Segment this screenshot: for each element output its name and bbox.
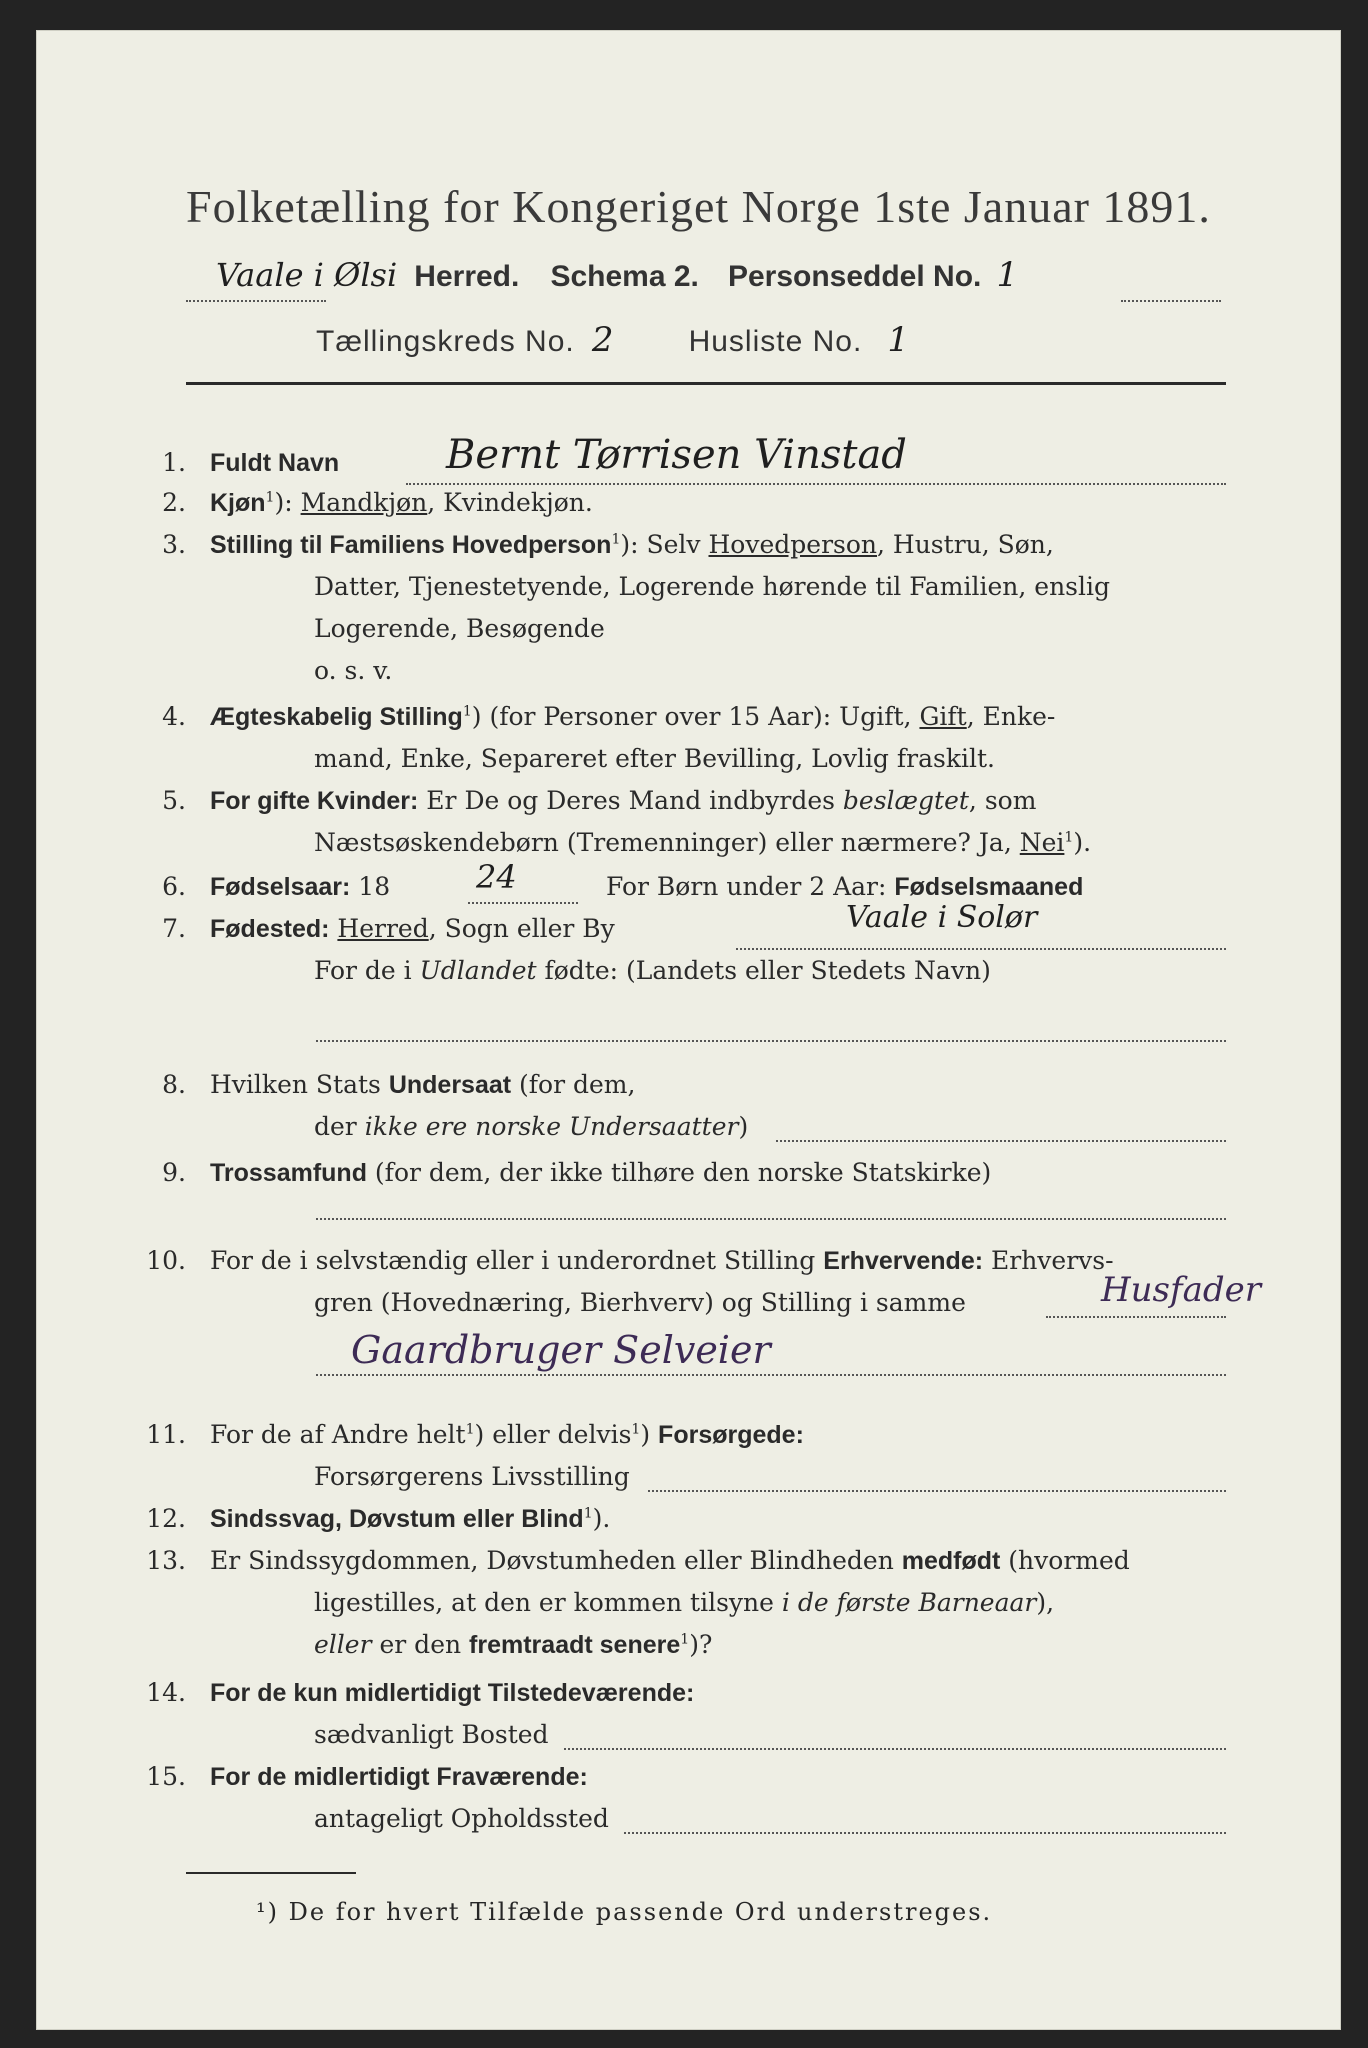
item-5 [116, 786, 1036, 816]
item-4 [116, 702, 1055, 732]
item-7 [116, 914, 615, 944]
birth-year-value: 24 [476, 858, 517, 896]
item-number: 9. [162, 1158, 186, 1187]
item-11-line2: Forsørgerens Livsstilling [314, 1462, 630, 1491]
husliste-value: 1 [887, 320, 910, 360]
footnote-text: De for hvert Tilfælde passende Ord understreges. [278, 1898, 993, 1926]
name-line [406, 483, 1226, 485]
occupation-value-1: Husfader [1101, 1270, 1261, 1310]
text: (for dem, [511, 1070, 636, 1099]
label-tilstedevaerende: For de kun midlertidigt Tilstedeværende: [210, 1679, 695, 1707]
birthplace-value: Vaale i Solør [846, 900, 1038, 935]
footnote-marker: ¹) [256, 1898, 279, 1926]
item-number: 8. [162, 1070, 186, 1099]
label-stilling: Stilling til Familiens Hovedperson [210, 531, 612, 559]
text: , som [968, 786, 1037, 815]
label-aegteskabelig: Ægteskabelig Stilling [210, 703, 463, 731]
tellingskreds-label: Tællingskreds No. [316, 325, 575, 358]
label-erhvervende: Erhvervende: [823, 1247, 984, 1275]
item-7-line2 [314, 956, 991, 985]
bosted-line [564, 1748, 1226, 1750]
occupation-line1 [1046, 1316, 1226, 1318]
item-number: 2. [162, 488, 186, 517]
item-number: 3. [162, 530, 186, 559]
text: ) (for Personer over 15 Aar): Ugift, [471, 702, 920, 731]
gender-options: , Kvindekjøn. [427, 488, 593, 517]
item-2: 2. Kjøn$^1$): Mandkjøn, Kvindekjøn. [116, 488, 593, 518]
label-medfodt: medfødt [901, 1547, 1001, 1575]
footnote-ref: 1 [265, 489, 275, 506]
full-name-value: Bernt Tørrisen Vinstad [446, 432, 907, 478]
hovedperson-underlined: Hovedperson [708, 530, 878, 559]
item-13-line3 [314, 1630, 712, 1660]
item-8 [116, 1070, 635, 1100]
text: Næstsøskendebørn (Tremenninger) eller nærmere? Ja, [314, 828, 1020, 857]
label-undersaat: Undersaat [388, 1071, 512, 1099]
item-number: 11. [146, 1420, 186, 1449]
text: (for dem, der ikke tilhøre den norske Statskirke) [366, 1158, 992, 1187]
nei-underlined: Nei [1019, 828, 1065, 857]
birthplace-line [736, 948, 1226, 950]
item-13-line2 [314, 1588, 1054, 1617]
label-trossamfund: Trossamfund [210, 1159, 367, 1187]
item-5-line2 [314, 828, 1091, 857]
text: ligestilles, at den er kommen tilsyne [314, 1588, 782, 1617]
item-number: 5. [162, 786, 186, 815]
text: ) eller delvis [474, 1420, 632, 1449]
footnote [256, 1898, 992, 1926]
item-number: 6. [162, 872, 186, 901]
footnote-ref: 1 [462, 703, 472, 720]
text: For de af Andre helt [210, 1420, 466, 1449]
census-form-sheet [36, 30, 1341, 2030]
item-number: 1. [162, 448, 186, 477]
text: fødte: (Landets eller Stedets Navn) [536, 956, 991, 985]
text-italic: ikke ere norske Undersaatter [364, 1112, 739, 1141]
personseddel-value: 1 [996, 255, 1019, 295]
personseddel-dotted-line [1121, 300, 1221, 302]
text: For de i selvstændig eller i underordnet Stilling [210, 1246, 824, 1275]
label-gifte-kvinder: For gifte Kvinder: [210, 787, 419, 815]
item-9 [116, 1158, 991, 1188]
header-rule [186, 382, 1226, 385]
text: For Børn under 2 Aar: [606, 872, 887, 901]
herred-row [216, 255, 1018, 295]
item-12 [116, 1504, 610, 1534]
text: , Hustru, Søn, [877, 530, 1054, 559]
item-15-line2: antageligt Opholdssted [314, 1804, 609, 1833]
label-forsorgede: Forsørgede: [658, 1421, 804, 1449]
text: Hvilken Stats [210, 1070, 389, 1099]
text: Er Sindssygdommen, Døvstumheden eller Blindheden [210, 1546, 902, 1575]
footnote-ref: 1 [631, 1421, 641, 1438]
text-italic: eller [314, 1630, 372, 1659]
schema-label: Schema 2. [550, 260, 699, 293]
footnote-ref: 1 [465, 1421, 475, 1438]
label-fodselsaar: Fødselsaar: [210, 873, 351, 901]
item-4-line2: mand, Enke, Separeret efter Bevilling, Lovlig fraskilt. [314, 744, 995, 773]
item-10 [116, 1246, 1114, 1276]
footnote-rule [186, 1872, 356, 1874]
personseddel-label: Personseddel No. [727, 260, 982, 293]
opholdssted-line [624, 1832, 1226, 1834]
label-fodselsmaaned: Fødselsmaaned [894, 873, 1084, 901]
item-number: 4. [162, 702, 186, 731]
text: ). [592, 1504, 611, 1533]
item-8-line2 [314, 1112, 748, 1141]
footnote-ref: 1 [611, 531, 621, 548]
text: (hvormed [1000, 1546, 1130, 1575]
abroad-line [316, 1040, 1226, 1042]
label-sindssvag: Sindssvag, Døvstum eller Blind [210, 1505, 584, 1533]
item-6 [116, 872, 390, 902]
herred-label: Herred. [414, 260, 520, 293]
item-3-line2: Datter, Tjenestetyende, Logerende hørende til Familien, enslig [314, 572, 1111, 601]
text: ): Selv [620, 530, 709, 559]
text-italic: i de første Barneaar [781, 1588, 1037, 1617]
text: der [314, 1112, 365, 1141]
item-14 [116, 1678, 694, 1708]
text: er den [371, 1630, 470, 1659]
label-fremtraadt: fremtraadt senere [469, 1631, 681, 1659]
text: Er De og Deres Mand indbyrdes [418, 786, 843, 815]
item-number: 14. [146, 1678, 186, 1707]
item-6-children [606, 872, 1083, 902]
label-fravaerende: For de midlertidigt Fraværende: [210, 1763, 588, 1791]
text: For de i [314, 956, 420, 985]
text-italic: Udlandet [419, 956, 537, 985]
undersaat-line [776, 1140, 1226, 1142]
occupation-line2 [316, 1374, 1226, 1376]
item-number: 13. [146, 1546, 186, 1575]
item-3-line3: Logerende, Besøgende [314, 614, 605, 643]
item-1 [116, 448, 339, 478]
text: ) [640, 1420, 659, 1449]
item-10-line2: gren (Hovednæring, Bierhverv) og Stilling i samme [314, 1288, 966, 1317]
herred-underlined: Herred [337, 914, 429, 943]
text: )? [689, 1630, 713, 1659]
text: , Sogn eller By [428, 914, 615, 943]
item-number: 10. [146, 1246, 186, 1275]
item-11 [116, 1420, 804, 1450]
text-italic: beslægtet [842, 786, 969, 815]
occupation-value-2: Gaardbruger Selveier [351, 1328, 771, 1372]
item-number: 7. [162, 914, 186, 943]
label-kjon: Kjøn [210, 489, 266, 517]
herred-value: Vaale i Ølsi [216, 256, 398, 294]
item-13 [116, 1546, 1130, 1576]
husliste-label: Husliste No. [688, 325, 863, 358]
footnote-ref: 1 [583, 1505, 593, 1522]
label-fodested: Fødested: [210, 915, 330, 943]
year-prefix: 18 [358, 872, 391, 901]
item-number: 12. [146, 1504, 186, 1533]
trossamfund-line [316, 1218, 1226, 1220]
herred-dotted-line [186, 300, 326, 302]
text: ), [1036, 1588, 1055, 1617]
gender-male-underlined: Mandkjøn [300, 488, 428, 517]
forsorger-line [648, 1490, 1226, 1492]
text: ) [738, 1112, 749, 1141]
item-number: 15. [146, 1762, 186, 1791]
label-fuldt-navn: Fuldt Navn [210, 449, 340, 477]
item-3 [116, 530, 1054, 560]
tellingskreds-row [316, 320, 909, 360]
text: ). [1073, 828, 1092, 857]
footnote-ref: 1 [1064, 829, 1074, 846]
item-14-line2: sædvanligt Bosted [314, 1720, 549, 1749]
form-title: Folketælling for Kongeriget Norge 1ste Januar 1891. [186, 181, 1211, 232]
item-3-line4: o. s. v. [314, 656, 393, 685]
gift-underlined: Gift [919, 702, 967, 731]
tellingskreds-value: 2 [591, 320, 614, 360]
text: Erhvervs- [983, 1246, 1114, 1275]
item-15 [116, 1762, 588, 1792]
birth-year-line [468, 902, 578, 904]
footnote-ref: 1 [680, 1631, 690, 1648]
text: , Enke- [966, 702, 1056, 731]
